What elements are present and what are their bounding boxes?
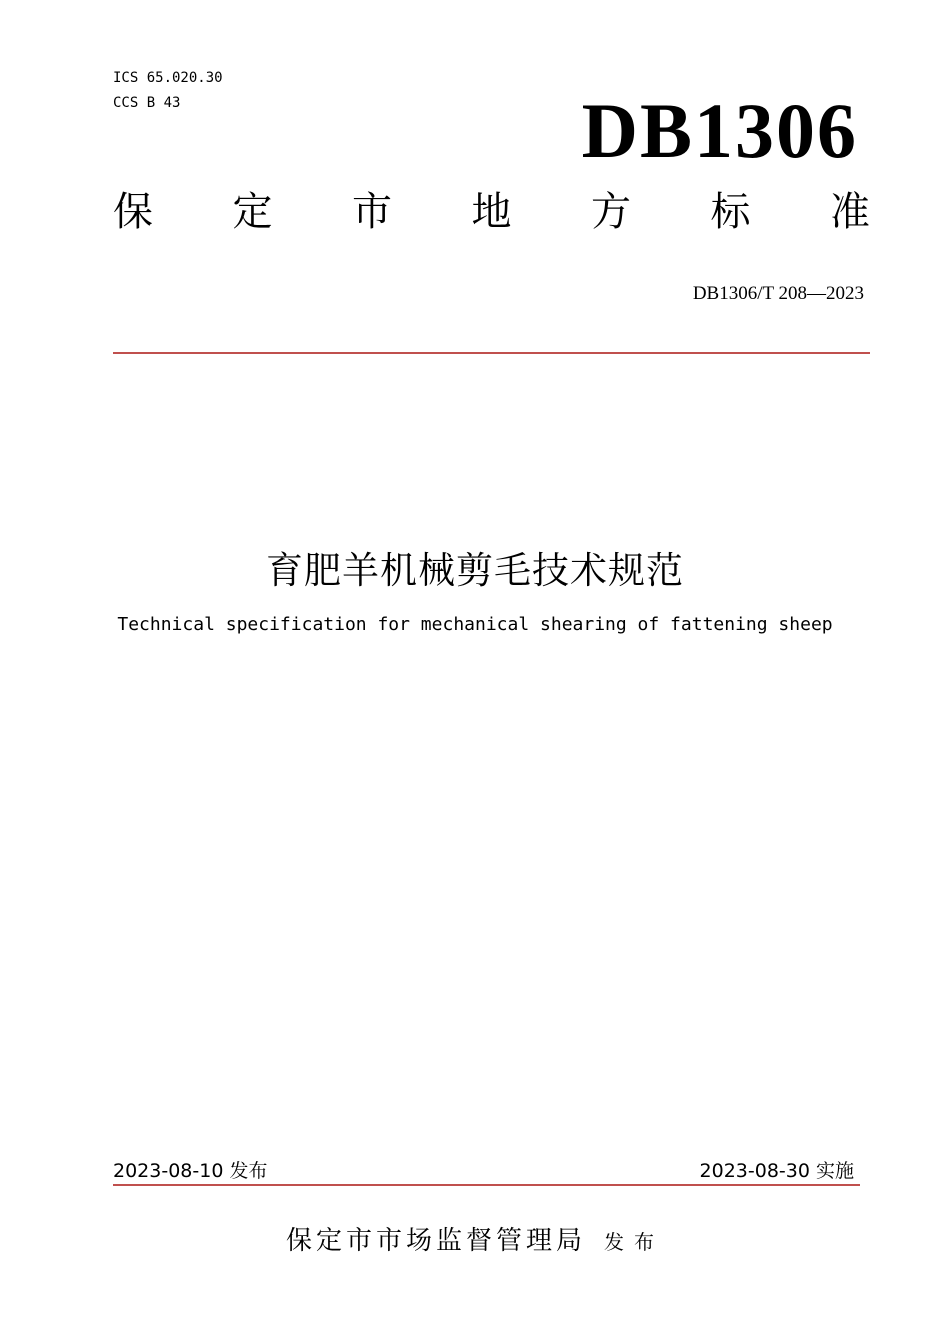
standard-number: DB1306/T 208—2023 [692, 283, 864, 304]
ics-code: ICS 65.020.30 [113, 70, 223, 86]
standard-code: DB1306 [581, 87, 858, 174]
implementation-date: 2023-08-30 实施 [699, 1160, 854, 1182]
publisher-org: 保定市市场监督管理局 [285, 1226, 586, 1256]
top-divider [113, 352, 870, 354]
bottom-divider [113, 1184, 860, 1186]
standard-type-char: 保 [113, 189, 153, 235]
standard-type [113, 189, 870, 235]
standard-type-char: 地 [471, 189, 512, 235]
title-chinese: 育肥羊机械剪毛技术规范 [266, 549, 684, 592]
standard-type-char: 定 [232, 189, 273, 235]
standard-type-char: 方 [591, 189, 631, 235]
ccs-code: CCS B 43 [113, 95, 181, 111]
publisher-action: 发布 [604, 1230, 664, 1254]
title-english: Technical specification for mechanical shearing of fattening sheep [117, 614, 833, 635]
standard-type-char: 标 [710, 189, 751, 235]
standard-type-char: 准 [830, 189, 870, 235]
issue-date: 2023-08-10 发布 [113, 1160, 268, 1182]
standard-type-char: 市 [352, 189, 392, 235]
publisher [0, 1220, 950, 1257]
